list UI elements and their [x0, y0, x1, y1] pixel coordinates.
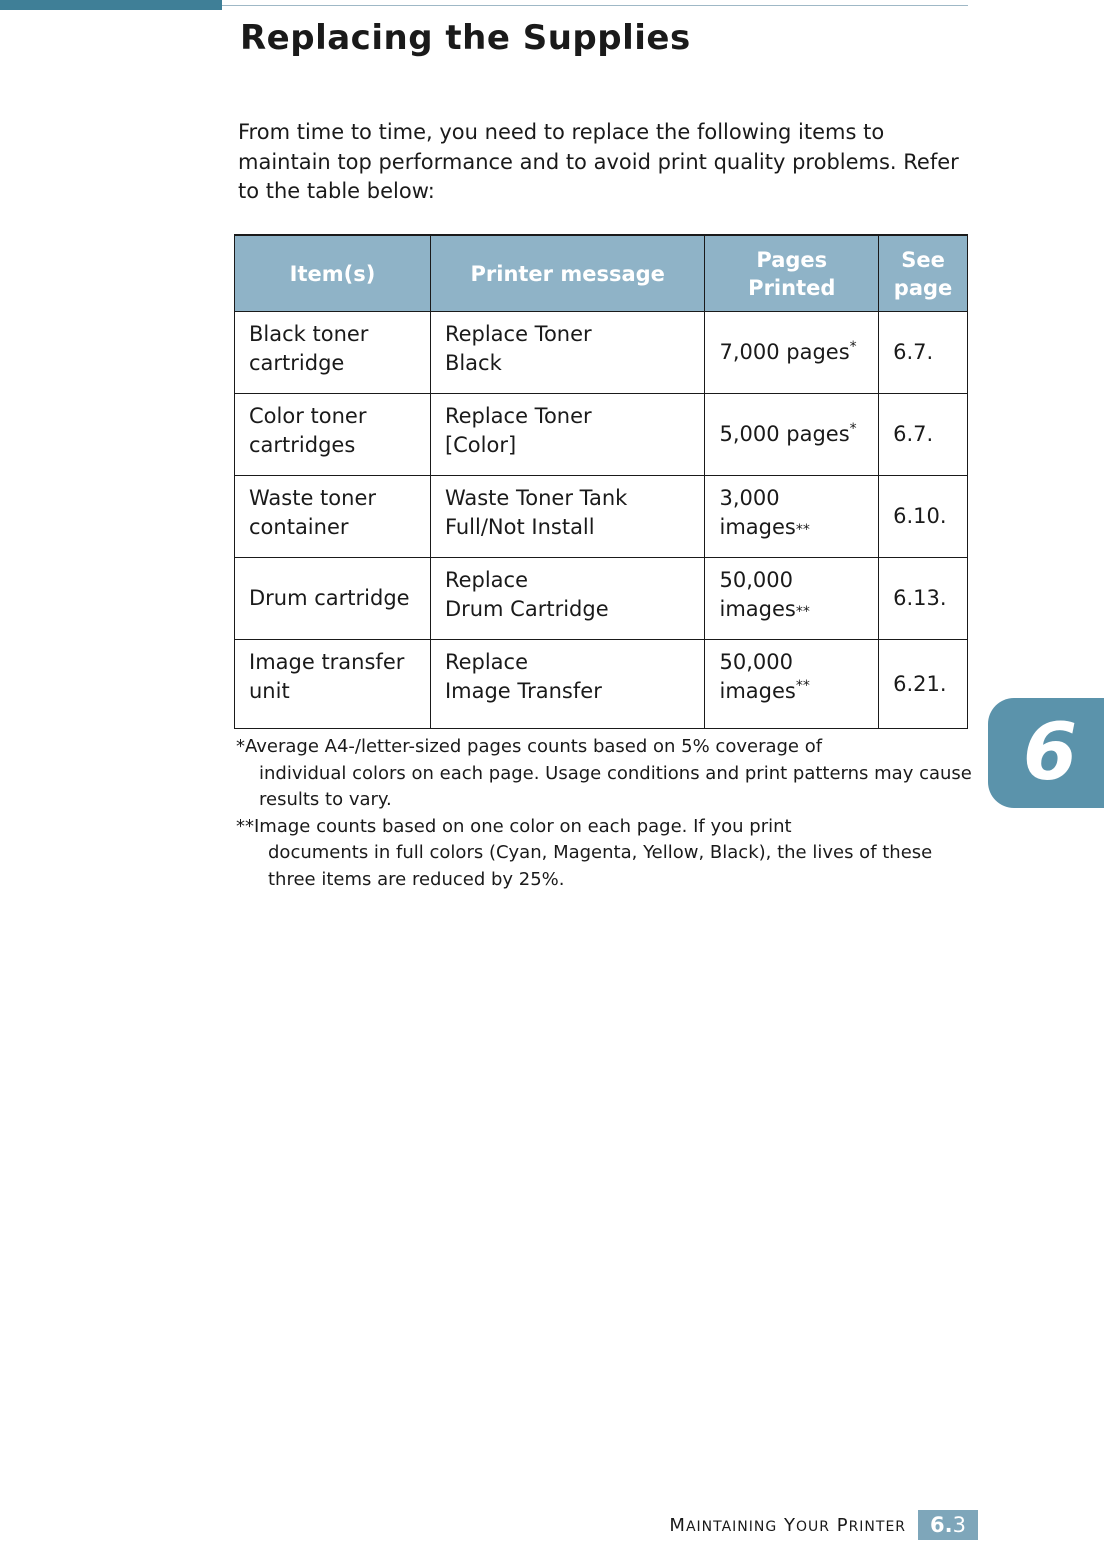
cell-see-page: 6.21. [879, 640, 968, 729]
header-item: Item(s) [235, 235, 431, 312]
cell-pages: 50,000 images** [705, 640, 879, 729]
cell-pages: 5,000 pages* [705, 394, 879, 476]
page-number-badge: 6.3 [918, 1510, 978, 1540]
table-header-row [235, 235, 968, 312]
cell-item: Drum cartridge [235, 558, 431, 640]
cell-message: Replace Image Transfer [430, 640, 705, 729]
footnote-image-counts: **Image counts based on one color on each page. If you print documents in full colors (Cyan, Magenta, Yellow, Black), the lives of these three items are reduced by 25%. [236, 815, 933, 890]
page-footer [669, 1510, 978, 1540]
table-row [235, 312, 968, 394]
cell-item: Image transfer unit [235, 640, 431, 729]
chapter-number: 6 [1022, 708, 1078, 798]
cell-message: Replace Toner Black [430, 312, 705, 394]
footnote-mark: * [849, 339, 857, 356]
header-printer-message: Printer message [430, 235, 705, 312]
top-accent-bar [0, 0, 222, 10]
cell-see-page: 6.13. [879, 558, 968, 640]
intro-paragraph: From time to time, you need to replace the following items to maintain top performance and to avoid print quality problems. Refer to the table below: [238, 120, 959, 203]
cell-item: Color toner cartridges [235, 394, 431, 476]
cell-message: Replace Drum Cartridge [430, 558, 705, 640]
footnotes [236, 734, 976, 893]
cell-message: Replace Toner [Color] [430, 394, 705, 476]
table-row [235, 640, 968, 729]
footnote-average-pages: *Average A4-/letter-sized pages counts based on 5% coverage of individual colors on each page. Usage conditions and print patterns may cause results to vary. [236, 736, 972, 810]
footnote-mark: ** [795, 603, 810, 620]
header-see-page: See page [879, 235, 968, 312]
top-rule [222, 5, 968, 6]
cell-message: Waste Toner Tank Full/Not Install [430, 476, 705, 558]
cell-item: Waste toner container [235, 476, 431, 558]
cell-see-page: 6.7. [879, 312, 968, 394]
supplies-table [234, 234, 968, 729]
table-row [235, 476, 968, 558]
header-pages-printed: Pages Printed [705, 235, 879, 312]
page-title: Replacing the Supplies [240, 18, 691, 58]
cell-item: Black toner cartridge [235, 312, 431, 394]
footnote-mark: * [849, 421, 857, 438]
footnote-mark: ** [795, 521, 810, 538]
footer-chapter-title: MAINTAINING YOUR PRINTER [669, 1514, 907, 1536]
footnote-mark: ** [795, 677, 810, 694]
cell-pages: 50,000 images** [705, 558, 879, 640]
cell-see-page: 6.10. [879, 476, 968, 558]
cell-pages: 3,000 images** [705, 476, 879, 558]
chapter-tab [988, 698, 1104, 808]
table-row [235, 558, 968, 640]
cell-pages: 7,000 pages* [705, 312, 879, 394]
table-row [235, 394, 968, 476]
cell-see-page: 6.7. [879, 394, 968, 476]
